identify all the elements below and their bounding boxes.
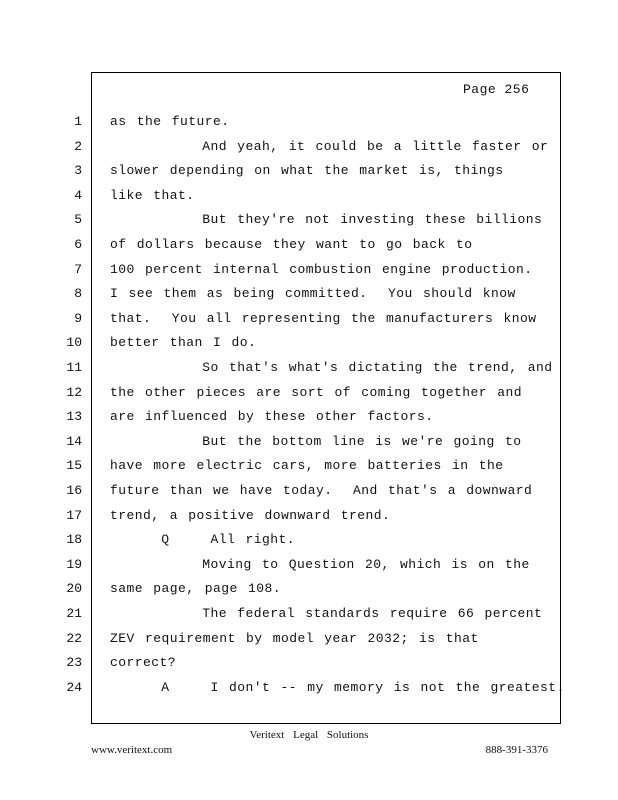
line-text: have more electric cars, more batteries in the xyxy=(110,458,504,474)
line-number: 19 xyxy=(66,556,82,572)
line-number: 9 xyxy=(74,310,82,326)
line-number: 24 xyxy=(66,679,82,695)
line-number: 18 xyxy=(66,532,82,548)
line-text: better than I do. xyxy=(110,335,257,351)
line-text: correct? xyxy=(110,655,177,671)
page-number: Page 256 xyxy=(463,82,530,97)
transcript-line xyxy=(0,186,618,206)
line-number: 1 xyxy=(74,114,82,129)
transcript-line xyxy=(0,506,618,526)
transcript-line xyxy=(0,653,618,673)
footer-phone: 888-391-3376 xyxy=(485,744,548,756)
transcript-line xyxy=(0,161,618,181)
transcript-line xyxy=(0,678,618,698)
line-text: future than we have today. And that's a downward xyxy=(110,483,533,498)
line-text: like that. xyxy=(110,187,195,203)
line-text: trend, a positive downward trend. xyxy=(110,507,391,523)
transcript-line xyxy=(0,235,618,255)
transcript-line xyxy=(0,481,618,501)
transcript-line xyxy=(0,629,618,649)
line-text: Moving to Question 20, which is on the xyxy=(110,556,530,572)
line-number: 13 xyxy=(66,409,82,425)
line-number: 3 xyxy=(74,163,82,179)
transcript-line xyxy=(0,210,618,230)
line-text: of dollars because they want to go back to xyxy=(110,237,473,252)
line-text: But they're not investing these billions xyxy=(110,212,543,228)
line-number: 2 xyxy=(74,138,82,154)
transcript-line xyxy=(0,555,618,575)
transcript-line xyxy=(0,407,618,427)
line-text: The federal standards require 66 percent xyxy=(110,606,543,621)
line-text: slower depending on what the market is, things xyxy=(110,163,504,179)
footer-company: Veritext Legal Solutions xyxy=(249,729,369,741)
transcript-line xyxy=(0,604,618,624)
transcript-line xyxy=(0,309,618,329)
transcript-line xyxy=(0,284,618,304)
line-text: So that's what's dictating the trend, and xyxy=(110,360,553,375)
transcript-line xyxy=(0,137,618,157)
line-text: A I don't -- my memory is not the greatest. xyxy=(110,679,565,695)
line-number: 20 xyxy=(66,581,82,597)
transcript-line xyxy=(0,579,618,599)
line-number: 14 xyxy=(66,433,82,449)
line-text: And yeah, it could be a little faster or xyxy=(110,138,549,154)
transcript-line xyxy=(0,358,618,378)
line-number: 10 xyxy=(66,335,82,351)
line-text: 100 percent internal combustion engine production. xyxy=(110,261,533,277)
line-number: 23 xyxy=(66,655,82,671)
line-text: same page, page 108. xyxy=(110,581,282,597)
transcript-line xyxy=(0,260,618,280)
transcript-line xyxy=(0,456,618,476)
line-number: 7 xyxy=(74,261,82,277)
line-number: 16 xyxy=(66,483,82,498)
transcript-line xyxy=(0,383,618,403)
line-text: I see them as being committed. You should know xyxy=(110,286,516,302)
transcript-line xyxy=(0,112,618,132)
line-text: But the bottom line is we're going to xyxy=(110,433,522,449)
line-number: 12 xyxy=(66,384,82,400)
line-text: that. You all representing the manufacturers know xyxy=(110,310,537,326)
line-number: 4 xyxy=(74,187,82,203)
line-number: 17 xyxy=(66,507,82,523)
line-text: are influenced by these other factors. xyxy=(110,409,434,425)
line-number: 21 xyxy=(66,606,82,621)
line-text: ZEV requirement by model year 2032; is that xyxy=(110,630,479,646)
line-text: the other pieces are sort of coming together and xyxy=(110,384,523,400)
footer-website: www.veritext.com xyxy=(91,744,173,756)
transcript-line xyxy=(0,333,618,353)
line-number: 6 xyxy=(74,237,82,252)
line-text: as the future. xyxy=(110,114,230,129)
line-text: Q All right. xyxy=(110,532,296,548)
line-number: 8 xyxy=(74,286,82,302)
line-number: 22 xyxy=(66,630,82,646)
line-number: 11 xyxy=(66,360,82,375)
transcript-line xyxy=(0,432,618,452)
transcript-line xyxy=(0,530,618,550)
line-number: 5 xyxy=(74,212,82,228)
line-number: 15 xyxy=(66,458,82,474)
